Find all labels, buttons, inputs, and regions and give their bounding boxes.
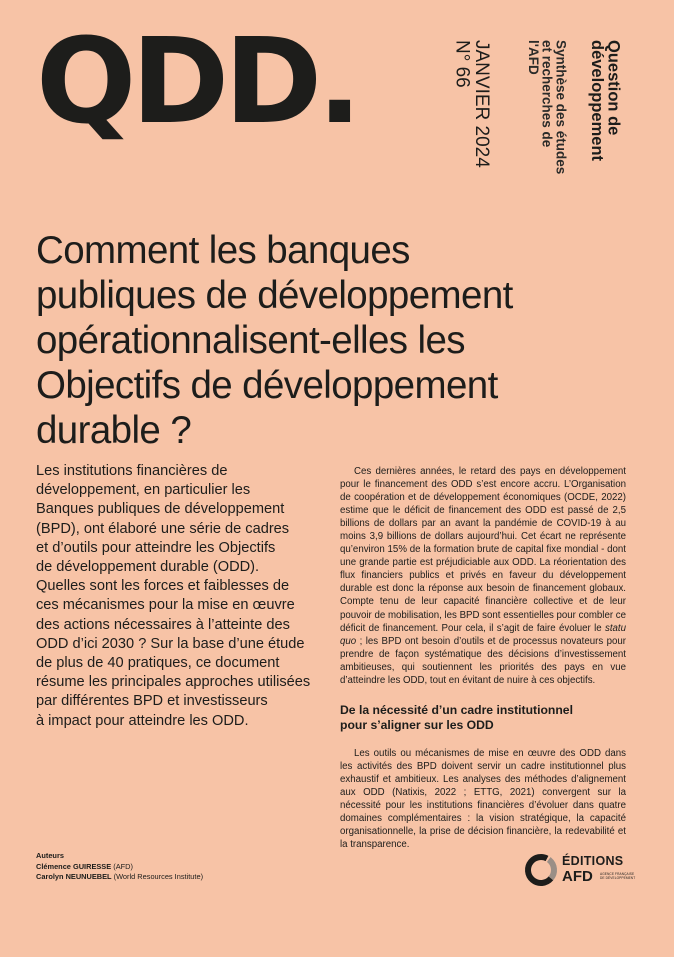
body-italic-text: statu quo [340,622,626,647]
abstract-line: Les institutions financières de [36,463,228,479]
publisher-tagline-line: AGENCE FRANÇAISE [600,872,635,876]
abstract-line: de plus de 40 pratiques, ce document [36,655,280,672]
publisher-tagline-line: DE DÉVELOPPEMENT [600,876,636,880]
qdd-logo: QDD. [36,12,358,150]
issue-number: N° 66 [451,40,473,88]
section-heading-line: De la nécessité d’un cadre institutionnel [340,702,573,717]
section-heading-line: pour s’aligner sur les ODD [340,717,494,732]
abstract-line: ces mécanismes pour la mise en œuvre [36,597,295,614]
document-title [36,228,646,453]
series-subtitle [526,40,567,174]
publisher-line1: ÉDITIONS [562,854,624,868]
author-entry [36,872,336,883]
abstract [36,462,326,731]
publisher-ring-icon [524,852,558,888]
author-name: Clémence GUIRESSE [36,861,112,871]
series-name-line: développement [587,40,606,162]
title-line: Objectifs de développement [36,364,498,407]
author-org: (World Resources Institute) [113,872,204,881]
issue-date: JANVIER 2024 [470,40,492,168]
body-column [340,465,626,851]
abstract-line: des actions nécessaires à l’atteinte des [36,616,290,633]
series-subtitle-line: Synthèse des études [553,40,569,175]
body-text: ; les BPD ont besoin d’outils et de processus novateurs pour prendre de façon systématique des décisions d’investissement ambitieuses, qui soutiennent les priorités des pays en vue d’atteindre les ODD, tout en évitant de nuire à ces objectifs. [340,635,626,686]
series-name-line: Question de [604,40,623,136]
title-line: Comment les banques [36,229,410,272]
author-org: (AFD) [113,861,133,871]
publisher-logo [524,852,634,892]
authors-label: Auteurs [36,851,64,860]
abstract-line: de développement durable (ODD). [36,559,260,576]
authors-block [36,851,336,883]
body-paragraph [340,465,626,687]
body-text: Ces dernières années, le retard des pays en développement pour le financement des ODD s’est encore accru. L’Organisation de coopération et de développement économiques (OCDE, 2022) estime que le déficit de financement des ODD est passé de 2,5 billions de dollars par an avant la pandémie de COVID-19 à au moins 3,9 billions de dollars aujourd’hui. Cet écart ne représente qu’environ 15% de la formation brute de capital fixe mondial - dont une grande partie est préjudiciable aux ODD. La réorientation des flux financiers publics et privés en faveur du développement durable est donc la réponse aux besoin de financement globaux. Compte tenu de leur capacité financière collective et de leur pouvoir de mobilisation, les BPD sont essentielles pour combler ce déficit de financement. Pour cela, il s’agit de faire évoluer le [340,466,626,634]
author-name: Carolyn NEUNUEBEL [36,872,112,881]
abstract-line: Quelles sont les forces et faiblesses de [36,578,290,595]
series-subtitle-line: et recherches de [539,40,555,148]
abstract-line: résume les principales approches utilisées [36,674,311,691]
abstract-line: ODD d’ici 2030 ? Sur la base d’une étude [36,635,305,652]
abstract-line: et d’outils pour atteindre les Objectifs [36,539,276,556]
series-subtitle-line: l'AFD [525,40,541,75]
author-entry [36,862,336,873]
abstract-line: Banques publiques de développement [36,501,285,518]
abstract-line: à impact pour atteindre les ODD. [36,712,249,729]
title-line: opérationnalisent-elles les [36,319,465,362]
section-heading [340,703,626,733]
body-paragraph: Les outils ou mécanismes de mise en œuvre des ODD dans les activités des BPD doivent servir un cadre institutionnel plus exhaustif et ambitieux. Les analyses des méthodes d’alignement aux ODD (Natixis, 2022 ; ETTG, 2021) convergent sur la nécessité pour les institutions financières d’évoluer dans quatre domaines complémentaires : la vision stratégique, la capacité organisationnelle, la prise de décision financière, la redevabilité et la transparence. [340,747,626,851]
title-line: publiques de développement [36,274,513,317]
title-line: durable ? [36,409,192,452]
publisher-tagline [600,872,636,880]
issue-info [452,40,491,168]
abstract-line: développement, en particulier les [36,482,251,499]
publisher-line2: AFD [562,868,593,885]
abstract-line: (BPD), ont élaboré une série de cadres [36,520,290,537]
series-name [588,40,622,161]
abstract-line: par différentes BPD et investisseurs [36,693,268,710]
